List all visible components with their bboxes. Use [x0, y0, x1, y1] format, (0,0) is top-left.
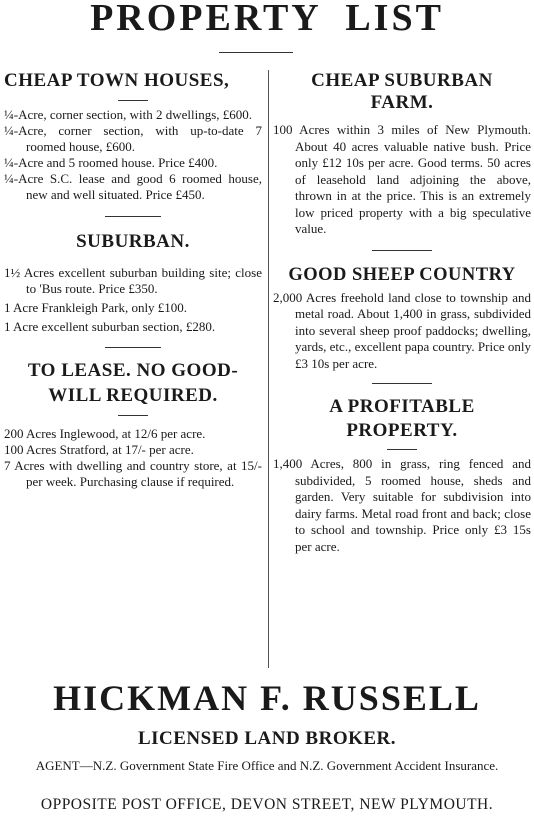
title-divider: [219, 52, 293, 53]
list-item: 200 Acres Inglewood, at 12/6 per acre.: [4, 426, 206, 441]
left-column: [4, 70, 262, 490]
section-heading: CHEAP SUBURBAN FARM.: [311, 70, 493, 113]
list-item: 1½ Acres excellent suburban building site; close to 'Bus route. Price £350.: [4, 265, 262, 296]
section-heading: CHEAP TOWN HOUSES,: [4, 70, 230, 91]
right-column: [273, 70, 531, 555]
section-divider: [372, 250, 432, 251]
list-item: 1 Acre excellent suburban section, £280.: [4, 319, 216, 334]
section-body: 1,400 Acres, 800 in grass, ring fenced and subdivided, 5 roomed house, sheds and garden. Very suitable for subdivision into dairy farms. Metal road front and back; close to school and township. Price only £3 15s per acre.: [273, 456, 531, 554]
section-divider: [105, 216, 161, 217]
suburban-farm-section: [273, 70, 531, 238]
agent-address: OPPOSITE POST OFFICE, DEVON STREET, NEW PLYMOUTH.: [40, 796, 494, 813]
section-divider: [105, 347, 161, 348]
section-heading: SUBURBAN.: [76, 231, 190, 252]
list-item: 1 Acre Frankleigh Park, only £100.: [4, 300, 188, 315]
list-item: 100 Acres Stratford, at 17/- per acre.: [4, 442, 194, 457]
agent-name: HICKMAN F. RUSSELL: [53, 678, 481, 718]
section-body: 100 Acres within 3 miles of New Plymouth. About 40 acres valuable native bush. Price only £12 10s per acre. Good terms. 50 acres of leasehold land adjoining the above, thrown in at the price. This is an extremely low priced property with a big speculative value.: [273, 122, 531, 236]
section-divider: [372, 383, 432, 384]
section-heading: GOOD SHEEP COUNTRY: [288, 264, 516, 285]
list-item: 7 Acres with dwelling and country store, at 15/- per week. Purchasing clause if required.: [4, 458, 262, 489]
list-item: ¼-Acre, corner section, with up-to-date 7 roomed house, £600.: [4, 123, 262, 154]
section-divider: [118, 415, 148, 416]
list-item: ¼-Acre and 5 roomed house. Price £400.: [4, 155, 218, 170]
agent-line-text: AGENT—N.Z. Government State Fire Office and N.Z. Government Accident Insurance.: [35, 758, 499, 773]
sheep-country-section: [273, 264, 531, 373]
suburban-section: [4, 231, 262, 335]
section-heading: TO LEASE. NO GOOD-WILL REQUIRED.: [27, 360, 239, 406]
lease-section: [4, 358, 262, 490]
page-title: PROPERTY LIST: [90, 0, 444, 39]
agent-profession: LICENSED LAND BROKER.: [137, 728, 397, 749]
column-divider: [268, 70, 269, 668]
section-heading: A PROFITABLE PROPERTY.: [329, 396, 475, 441]
town-houses-section: [4, 70, 262, 203]
list-item: ¼-Acre, corner section, with 2 dwellings, £600.: [4, 107, 253, 122]
profitable-section: [273, 395, 531, 555]
agent-line: [0, 758, 534, 774]
section-divider: [118, 100, 148, 101]
section-body: 2,000 Acres freehold land close to township and metal road. About 1,400 in grass, subdivided into several sheep proof paddocks; dwelling, yards, etc., excellent papa country. Price only £3 10s per acre.: [273, 289, 531, 371]
section-divider: [387, 449, 417, 450]
list-item: ¼-Acre S.C. lease and good 6 roomed house, new and well situated. Price £450.: [4, 171, 262, 202]
